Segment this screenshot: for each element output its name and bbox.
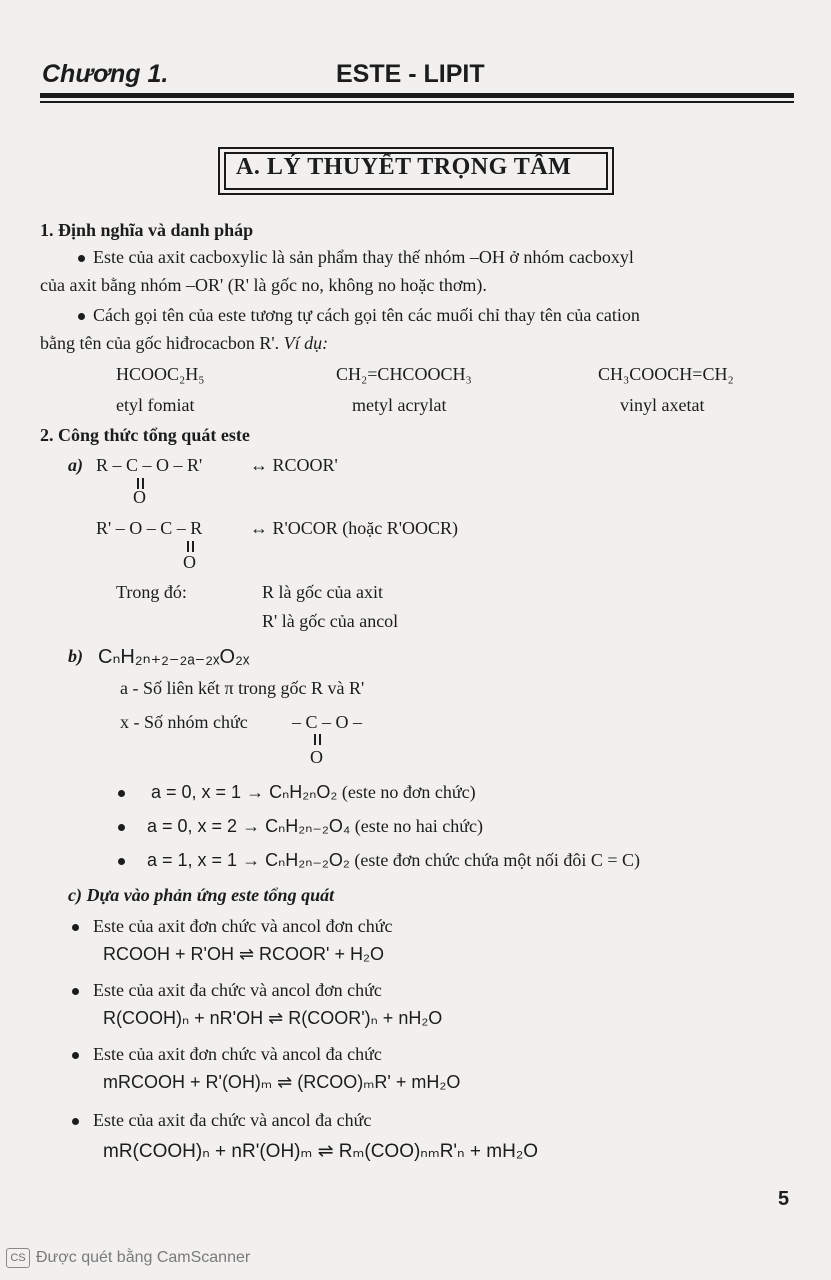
- carbonyl-oxygen: O: [310, 747, 323, 767]
- example-formula-2: CH₂=CHCOOCH₃: [336, 364, 472, 384]
- formula-a2-right: ↔ R'OCOR (hoặc R'OOCR): [250, 518, 458, 538]
- where-label: Trong đó:: [116, 582, 187, 602]
- bullet-icon: [72, 1052, 79, 1059]
- reaction-title: Este của axit đơn chức và ancol đơn chức: [72, 916, 392, 937]
- part-b-label: b): [68, 646, 83, 666]
- chapter-title: ESTE - LIPIT: [336, 60, 485, 88]
- s1-p2-line2: bằng tên của gốc hiđrocacbon R'. Ví dụ:: [40, 333, 329, 353]
- reaction-title: Este của axit đa chức và ancol đơn chức: [72, 980, 382, 1001]
- example-name-2: metyl acrylat: [352, 395, 447, 415]
- bullet-icon: [118, 858, 125, 865]
- section-title: A. LÝ THUYẾT TRỌNG TÂM: [236, 154, 572, 180]
- bullet-icon: [72, 988, 79, 995]
- general-formula: CₙH₂ₙ₊₂₋₂ₐ₋₂ₓO₂ₓ: [98, 646, 250, 668]
- case-item: a = 0, x = 2 → CₙH₂ₙ₋₂O₄ (este no hai chức): [118, 816, 483, 837]
- s1-p1-line1: Este của axit cacboxylic là sản phẩm thay thế nhóm –OH ở nhóm cacboxyl: [78, 247, 634, 268]
- formula-a1-right: ↔ RCOOR': [250, 455, 338, 475]
- case-item: a = 1, x = 1 → CₙH₂ₙ₋₂O₂ (este đơn chức chứa một nối đôi C = C): [118, 850, 640, 871]
- double-bond-mark: [319, 734, 321, 745]
- where-r2: R' là gốc của ancol: [262, 611, 399, 631]
- reaction-title: Este của axit đơn chức và ancol đa chức: [72, 1044, 382, 1065]
- example-name-3: vinyl axetat: [620, 395, 705, 415]
- bullet-icon: [72, 1118, 79, 1125]
- formula-a2-left: R' – O – C – R: [96, 518, 203, 538]
- bullet-icon: [118, 790, 125, 797]
- def-x: x - Số nhóm chức: [120, 712, 248, 732]
- chapter-label: Chương 1.: [42, 60, 169, 88]
- part-c-heading: c) Dựa vào phản ứng este tổng quát: [68, 885, 335, 905]
- case-item: a = 0, x = 1 → CₙH₂ₙO₂ (este no đơn chức): [118, 782, 476, 803]
- part-a-label: a): [68, 455, 83, 475]
- reaction-equation: mR(COOH)ₙ + nR'(OH)ₘ ⇌ Rₘ(COO)ₙₘR'ₙ + mH₂O: [103, 1141, 538, 1162]
- camscanner-badge: CS: [6, 1248, 30, 1268]
- example-formula-3: CH₃COOCH=CH₂: [598, 364, 734, 384]
- reaction-equation: RCOOH + R'OH ⇌ RCOOR' + H₂O: [103, 944, 384, 964]
- example-label: Ví dụ:: [283, 333, 329, 353]
- page-number: 5: [778, 1188, 790, 1210]
- reaction-equation: R(COOH)ₙ + nR'OH ⇌ R(COOR')ₙ + nH₂O: [103, 1008, 443, 1028]
- formula-a1-left: R – C – O – R': [96, 455, 203, 475]
- s1-p1-line2: của axit bằng nhóm –OR' (R' là gốc no, không no hoặc thơm).: [40, 275, 487, 295]
- where-r: R là gốc của axit: [262, 582, 383, 602]
- header-rule-thick: [40, 93, 794, 98]
- reaction-title: Este của axit đa chức và ancol đa chức: [72, 1110, 371, 1131]
- bullet-icon: [118, 824, 125, 831]
- bullet-icon: [78, 255, 85, 262]
- double-bond-mark: [314, 734, 316, 745]
- double-bond-mark: [192, 541, 194, 552]
- carboxyl-group: – C – O –: [292, 712, 363, 732]
- s2-heading: 2. Công thức tổng quát este: [40, 425, 250, 445]
- double-bond-mark: [187, 541, 189, 552]
- carbonyl-oxygen: O: [133, 487, 146, 507]
- bullet-icon: [72, 924, 79, 931]
- example-formula-1: HCOOC₂H₅: [116, 364, 205, 384]
- example-name-1: etyl fomiat: [116, 395, 195, 415]
- s1-p2-line1: Cách gọi tên của este tương tự cách gọi tên các muối chỉ thay tên của cation: [78, 305, 640, 326]
- camscanner-text: Được quét bằng CamScanner: [36, 1249, 251, 1266]
- bullet-icon: [78, 313, 85, 320]
- header-rule-thin: [40, 101, 794, 103]
- carbonyl-oxygen: O: [183, 552, 196, 572]
- s1-heading: 1. Định nghĩa và danh pháp: [40, 220, 254, 240]
- reaction-equation: mRCOOH + R'(OH)ₘ ⇌ (RCOO)ₘR' + mH₂O: [103, 1072, 461, 1092]
- def-a: a - Số liên kết π trong gốc R và R': [120, 678, 365, 698]
